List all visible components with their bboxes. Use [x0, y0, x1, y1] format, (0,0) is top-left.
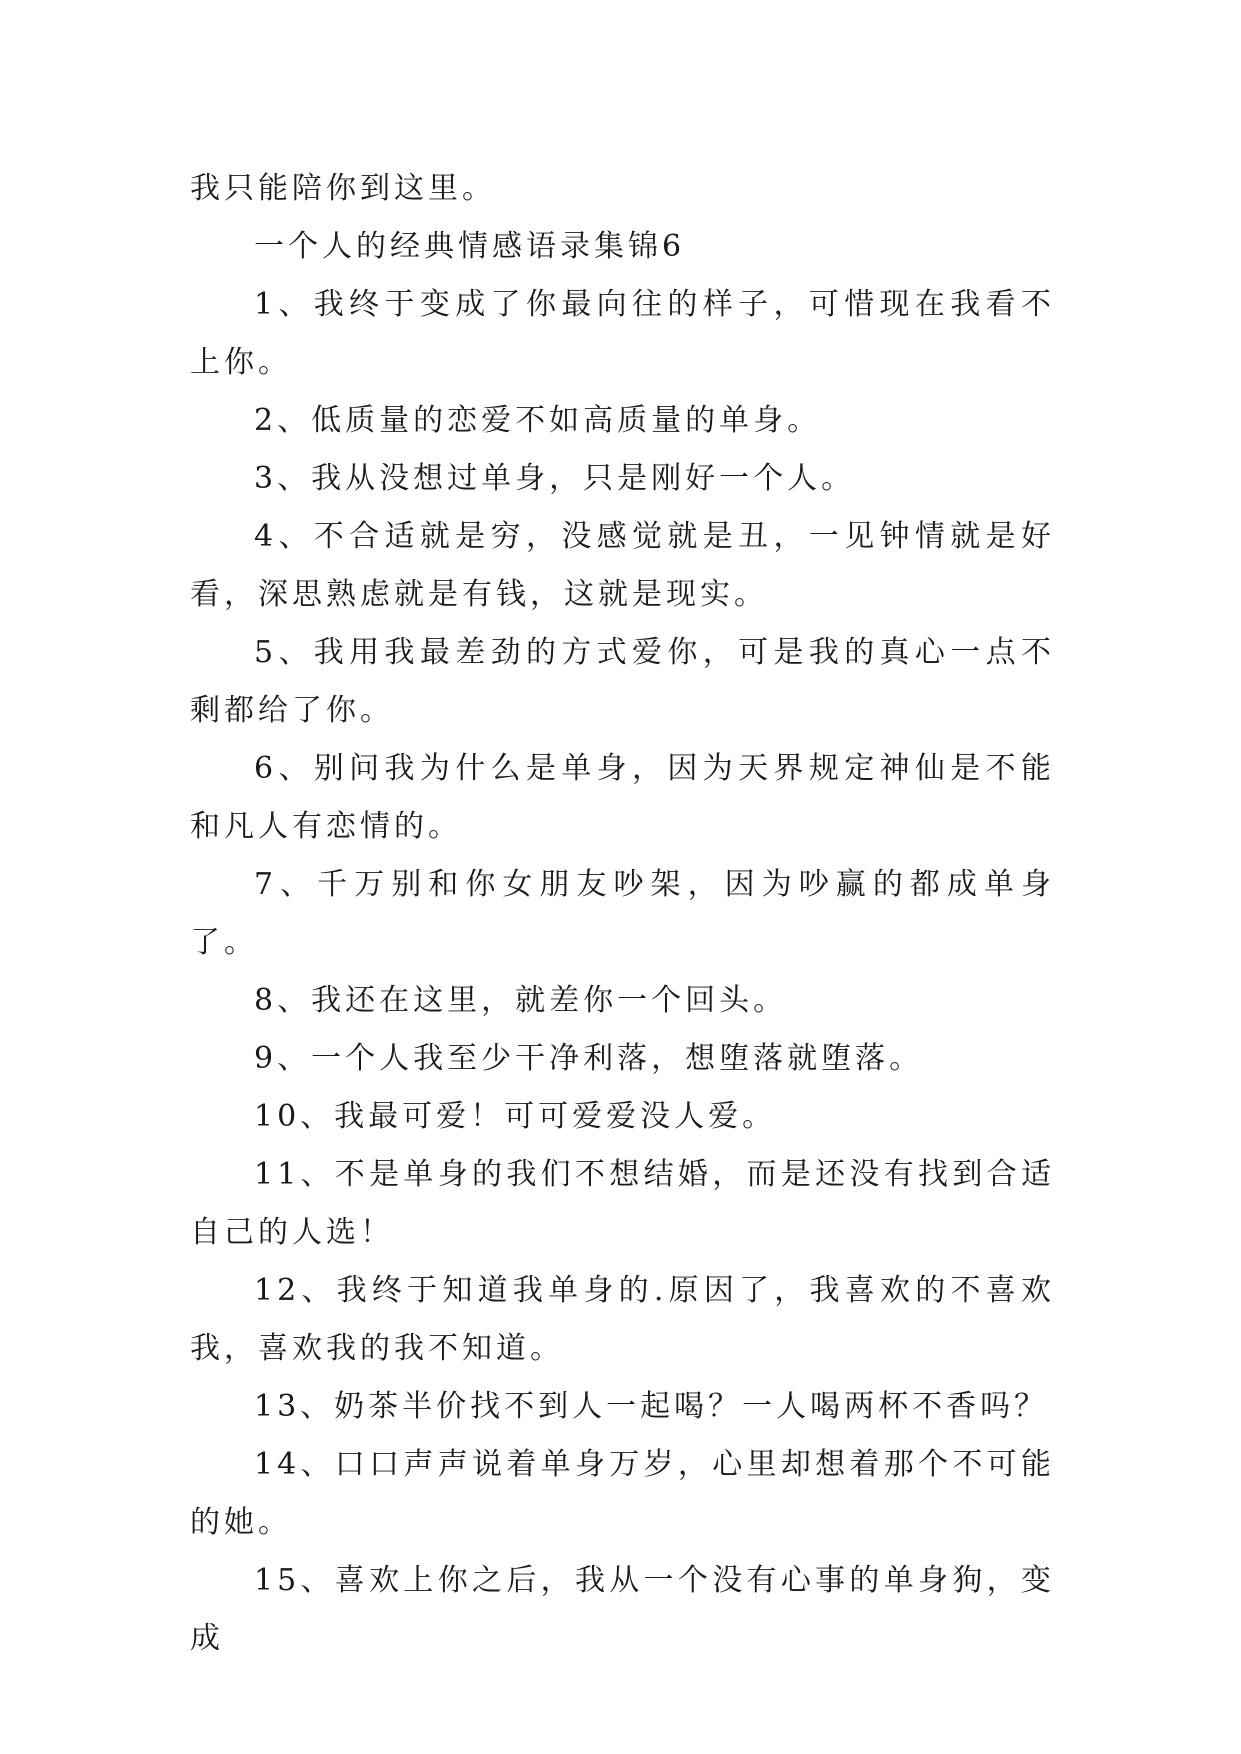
quote-item: 10、我最可爱！可可爱爱没人爱。 [254, 1099, 777, 1134]
section-heading: 一个人的经典情感语录集锦6 [254, 229, 686, 264]
quote-item: 15、喜欢上你之后，我从一个没有心事的单身狗，变成 [190, 1563, 1055, 1656]
document-body [190, 160, 1055, 1668]
quote-item: 3、我从没想过单身，只是刚好一个人。 [254, 461, 856, 496]
quote-item: 8、我还在这里，就差你一个回头。 [254, 983, 788, 1018]
quote-item: 5、我用我最差劲的方式爱你，可是我的真心一点不剩都给了你。 [190, 635, 1055, 728]
quote-item: 1、我终于变成了你最向往的样子，可惜现在我看不上你。 [190, 287, 1055, 380]
paragraph: 我只能陪你到这里。 [190, 171, 496, 206]
quote-item: 12、我终于知道我单身的.原因了，我喜欢的不喜欢我，喜欢我的我不知道。 [190, 1273, 1055, 1366]
quote-item: 11、不是单身的我们不想结婚，而是还没有找到合适自己的人选！ [190, 1157, 1055, 1250]
quote-item: 2、低质量的恋爱不如高质量的单身。 [254, 403, 822, 438]
quote-item: 7、千万别和你女朋友吵架，因为吵赢的都成单身了。 [190, 867, 1055, 960]
quote-item: 4、不合适就是穷，没感觉就是丑，一见钟情就是好看，深思熟虑就是有钱，这就是现实。 [190, 519, 1055, 612]
quote-item: 9、一个人我至少干净利落，想堕落就堕落。 [254, 1041, 924, 1076]
quote-item: 14、口口声声说着单身万岁，心里却想着那个不可能的她。 [190, 1447, 1055, 1540]
quote-item: 13、奶茶半价找不到人一起喝？一人喝两杯不香吗？ [254, 1389, 1049, 1424]
quote-item: 6、别问我为什么是单身，因为天界规定神仙是不能和凡人有恋情的。 [190, 751, 1055, 844]
